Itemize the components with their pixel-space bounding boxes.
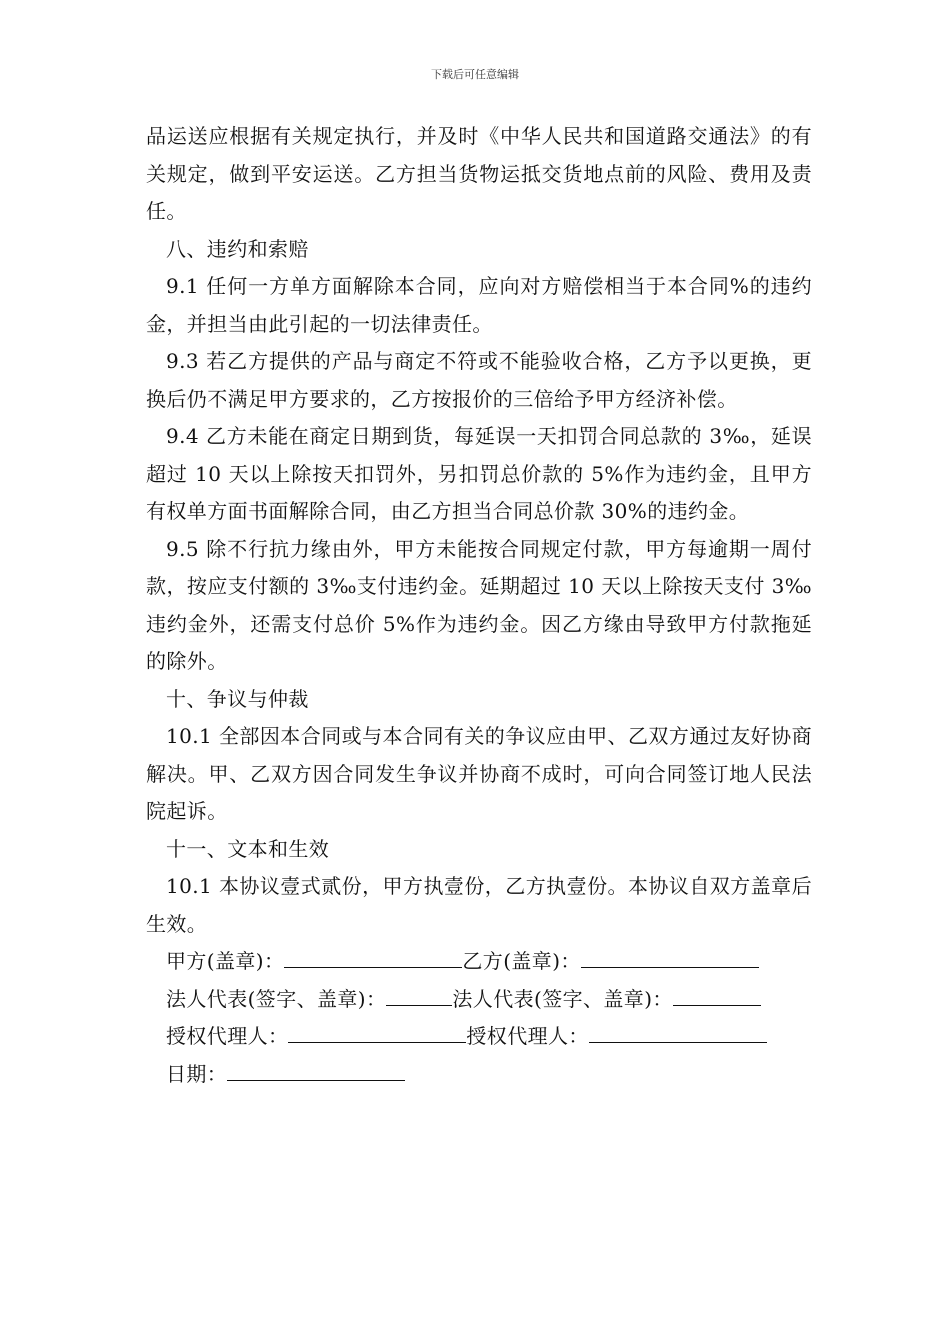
heading-text-and-effect: 十一、文本和生效 — [166, 836, 330, 861]
contract-body — [146, 118, 812, 1093]
party-b-seal-label: 乙方(盖章)： — [462, 949, 581, 973]
party-a-seal-blank — [284, 945, 462, 968]
signature-row-legal-rep — [146, 981, 812, 1019]
party-b-agent-label: 授权代理人： — [466, 1024, 589, 1048]
party-b-seal-blank — [581, 945, 759, 968]
party-a-agent-label: 授权代理人： — [166, 1024, 289, 1048]
clause-9-3: 9.3 若乙方提供的产品与商定不符或不能验收合格，乙方予以更换，更换后仍不满足甲方要求的，乙方按报价的三倍给予甲方经济补偿。 — [146, 349, 812, 411]
signature-row-date — [146, 1056, 812, 1094]
signature-row-seal — [146, 943, 812, 981]
party-b-agent-blank — [589, 1020, 767, 1043]
paragraph-transport: 品运送应根据有关规定执行，并及时《中华人民共和国道路交通法》的有关规定，做到平安运送。乙方担当货物运抵交货地点前的风险、费用及责任。 — [146, 124, 812, 223]
party-b-legal-rep-blank — [673, 983, 761, 1006]
signature-row-agent — [146, 1018, 812, 1056]
heading-dispute-arbitration: 十、争议与仲裁 — [166, 686, 309, 711]
date-blank — [227, 1058, 405, 1081]
clause-10-1-effect: 10.1 本协议壹式贰份，甲方执壹份，乙方执壹份。本协议自双方盖章后生效。 — [146, 874, 812, 936]
clause-9-1: 9.1 任何一方单方面解除本合同，应向对方赔偿相当于本合同%的违约金，并担当由此引起的一切法律责任。 — [146, 274, 812, 336]
party-a-legal-rep-blank — [386, 983, 452, 1006]
heading-breach-and-claims: 八、违约和索赔 — [166, 236, 309, 261]
party-a-seal-label: 甲方(盖章)： — [166, 949, 285, 973]
party-a-legal-rep-label: 法人代表(签字、盖章)： — [166, 986, 387, 1011]
party-a-agent-blank — [288, 1020, 466, 1043]
clause-9-5: 9.5 除不行抗力缘由外，甲方未能按合同规定付款，甲方每逾期一周付款，按应支付额的 3‰支付违约金。延期超过 10 天以上除按天支付 3‰违约金外，还需支付总价 5%作为违约金。因乙方缘由导致甲方付款拖延的除外。 — [146, 536, 812, 673]
date-label: 日期： — [166, 1061, 228, 1086]
party-b-legal-rep-label: 法人代表(签字、盖章)： — [452, 986, 673, 1011]
page-header: 下载后可任意编辑 — [431, 68, 519, 81]
clause-10-1-dispute: 10.1 全部因本合同或与本合同有关的争议应由甲、乙双方通过友好协商解决。甲、乙双方因合同发生争议并协商不成时，可向合同签订地人民法院起诉。 — [146, 724, 812, 823]
clause-9-4: 9.4 乙方未能在商定日期到货，每延误一天扣罚合同总款的 3‰，延误超过 10 天以上除按天扣罚外，另扣罚总价款的 5%作为违约金，且甲方有权单方面书面解除合同，由乙方担当合同总价款 30%的违约金。 — [146, 424, 812, 523]
